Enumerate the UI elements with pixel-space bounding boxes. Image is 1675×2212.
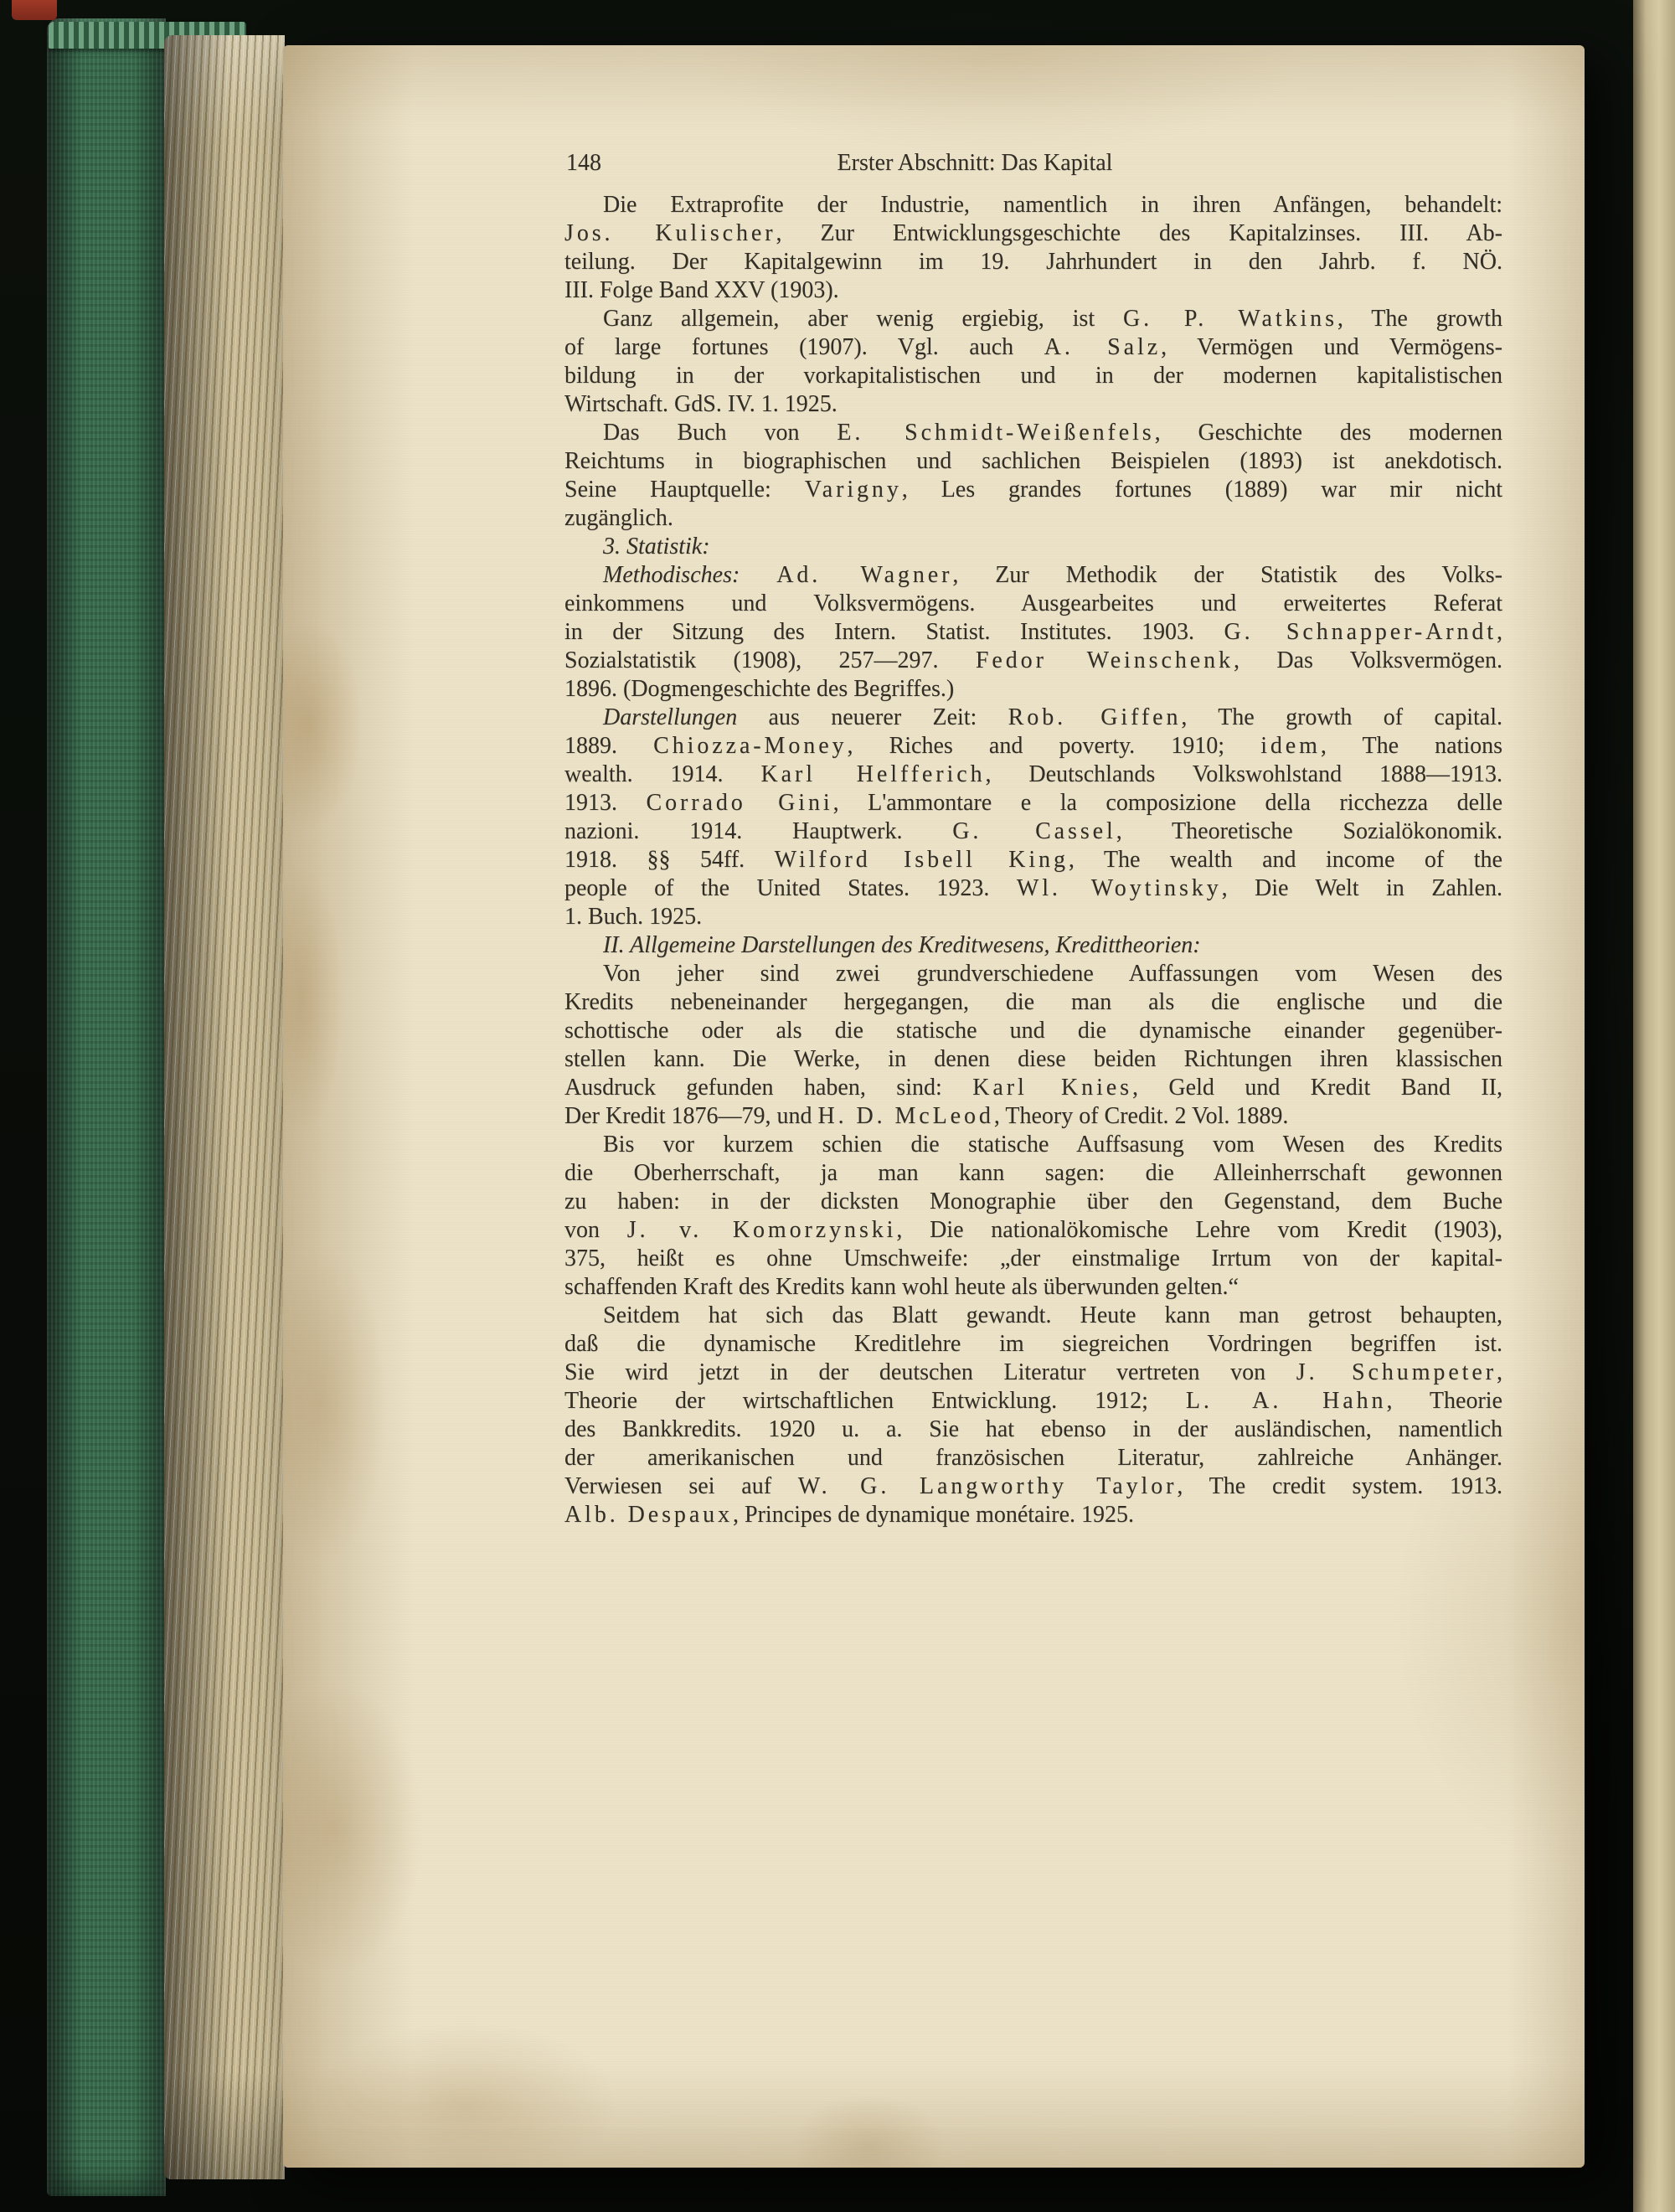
text-line: people of the United States. 1923. Wl. Woytinsky, Die Welt in Zahlen. [564, 875, 1502, 901]
text-line: in der Sitzung des Intern. Statist. Institutes. 1903. G. Schnapper-Arndt, [564, 619, 1502, 645]
text-line: zugänglich. [564, 505, 673, 531]
text-line: 1896. (Dogmengeschichte des Begriffes.) [564, 676, 955, 702]
text-line: Ganz allgemein, aber wenig ergiebig, ist G. P. Watkins, The growth [603, 306, 1502, 332]
text-line: Das Buch von E. Schmidt-Weißenfels, Geschichte des modernen [603, 420, 1503, 446]
text-line: III. Folge Band XXV (1903). [564, 277, 839, 303]
text-line: des Bankkredits. 1920 u. a. Sie hat ebenso in der ausländischen, namentlich [564, 1416, 1502, 1442]
text-line: 3. Statistik: [603, 534, 710, 559]
text-line: Ausdruck gefunden haben, sind: Karl Knies, Geld und Kredit Band II, [564, 1075, 1503, 1101]
text-line: schaffenden Kraft des Kredits kann wohl heute als überwunden gelten.“ [564, 1274, 1239, 1300]
text-line: Die Extraprofite der Industrie, namentlich in ihren Anfängen, behandelt: [603, 192, 1502, 218]
text-line: 375, heißt es ohne Umschweife: „der einstmalige Irrtum von der kapital- [564, 1245, 1502, 1271]
text-line: Methodisches: Ad. Wagner, Zur Methodik der Statistik des Volks- [603, 562, 1502, 588]
text-line: Sozialstatistik (1908), 257—297. Fedor Weinschenk, Das Volksvermögen. [564, 647, 1502, 673]
text-line: 1889. Chiozza-Money, Riches and poverty. 1910; idem, The nations [564, 733, 1502, 759]
right-page-edge [1633, 0, 1675, 2212]
body-text [564, 191, 1502, 1529]
text-line: Jos. Kulischer, Zur Entwicklungsgeschichte des Kapitalzinses. III. Ab- [564, 220, 1503, 246]
text-line: schottische oder als die statische und die dynamische einander gegenüber- [564, 1018, 1502, 1044]
book-cover-corner [12, 0, 57, 20]
page-header [564, 149, 1502, 178]
text-line: teilung. Der Kapitalgewinn im 19. Jahrhundert in den Jahrb. f. NÖ. [564, 249, 1502, 275]
text-line: 1918. §§ 54ff. Wilford Isbell King, The wealth and income of the [564, 847, 1502, 873]
text-line: nazioni. 1914. Hauptwerk. G. Cassel, Theoretische Sozialökonomik. [564, 818, 1502, 844]
text-line: 1913. Corrado Gini, L'ammontare e la composizione della ricchezza delle [564, 790, 1503, 816]
text-line: Verwiesen sei auf W. G. Langworthy Taylor, The credit system. 1913. [564, 1473, 1502, 1499]
text-line: Bis vor kurzem schien die statische Auffsasung vom Wesen des Kredits [603, 1132, 1502, 1158]
text-line: zu haben: in der dicksten Monographie über den Gegenstand, dem Buche [564, 1188, 1502, 1214]
text-line: Wirtschaft. GdS. IV. 1. 1925. [564, 391, 838, 417]
text-line: Theorie der wirtschaftlichen Entwicklung. 1912; L. A. Hahn, Theorie [564, 1388, 1502, 1414]
running-header: Erster Abschnitt: Das Kapital [837, 150, 1113, 176]
text-line: wealth. 1914. Karl Helfferich, Deutschlands Volkswohlstand 1888—1913. [564, 761, 1502, 787]
text-line: Sie wird jetzt in der deutschen Literatur vertreten von J. Schumpeter, [564, 1359, 1502, 1385]
text-line: Darstellungen aus neuerer Zeit: Rob. Giffen, The growth of capital. [603, 704, 1502, 730]
text-line: daß die dynamische Kreditlehre im siegreichen Vordringen begriffen ist. [564, 1331, 1502, 1357]
book-page [283, 45, 1585, 2168]
page-text [564, 149, 1502, 1529]
page-edges [164, 35, 285, 2179]
text-line: 1. Buch. 1925. [564, 904, 703, 930]
text-line: II. Allgemeine Darstellungen des Kreditwesens, Kredittheorien: [603, 932, 1201, 958]
text-line: of large fortunes (1907). Vgl. auch A. Salz, Vermögen und Vermögens- [564, 334, 1502, 360]
text-line: Alb. Despaux, Principes de dynamique monétaire. 1925. [564, 1502, 1135, 1528]
text-line: Seine Hauptquelle: Varigny, Les grandes fortunes (1889) war mir nicht [564, 477, 1503, 503]
text-line: stellen kann. Die Werke, in denen diese beiden Richtungen ihren klassischen [564, 1046, 1502, 1072]
text-line: einkommens und Volksvermögens. Ausgearbeites und erweitertes Referat [564, 590, 1502, 616]
text-line: Kredits nebeneinander hergegangen, die man als die englische und die [564, 989, 1502, 1015]
page-number: 148 [566, 150, 601, 176]
text-line: Seitdem hat sich das Blatt gewandt. Heute kann man getrost behaupten, [603, 1302, 1502, 1328]
text-line: Von jeher sind zwei grundverschiedene Auffassungen vom Wesen des [603, 961, 1502, 987]
text-line: bildung in der vorkapitalistischen und in der modernen kapitalistischen [564, 363, 1502, 389]
text-line: der amerikanischen und französischen Literatur, zahlreiche Anhänger. [564, 1445, 1502, 1471]
text-line: von J. v. Komorzynski, Die nationalökomische Lehre vom Kredit (1903), [564, 1217, 1502, 1243]
text-line: die Oberherrschaft, ja man kann sagen: die Alleinherrschaft gewonnen [564, 1160, 1502, 1186]
text-line: Reichtums in biographischen und sachlichen Beispielen (1893) ist anekdotisch. [564, 448, 1502, 474]
book-cover-spine [47, 18, 166, 2196]
text-line: Der Kredit 1876—79, und H. D. McLeod, Theory of Credit. 2 Vol. 1889. [564, 1103, 1289, 1129]
